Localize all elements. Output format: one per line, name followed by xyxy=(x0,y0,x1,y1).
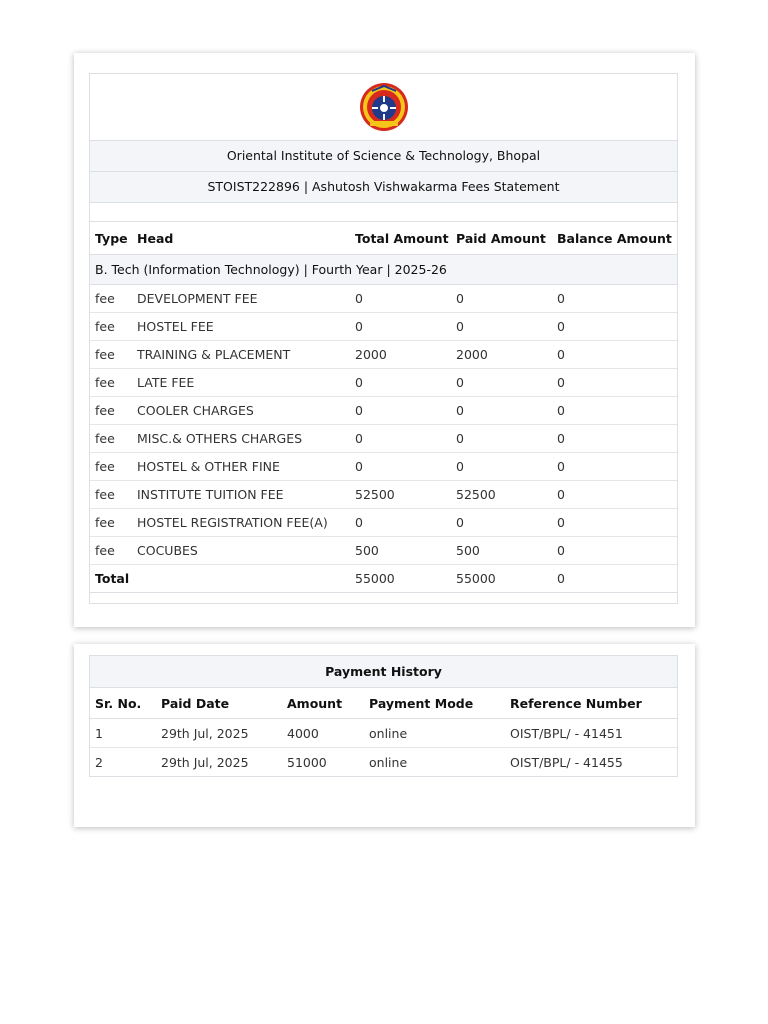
payment-header-row xyxy=(90,688,677,719)
fee-balance-cell: 0 xyxy=(552,453,677,481)
fee-balance-cell: 0 xyxy=(552,397,677,425)
fee-paid-cell: 0 xyxy=(451,397,552,425)
fee-balance-cell: 0 xyxy=(552,285,677,313)
payment-reference-cell: OIST/BPL/ - 41455 xyxy=(510,754,623,770)
fee-balance-cell: 0 xyxy=(552,313,677,341)
fee-type-cell: fee xyxy=(90,509,132,537)
payment-reference-cell: OIST/BPL/ - 41451 xyxy=(505,719,677,748)
col-header-total: Total Amount xyxy=(350,222,451,255)
fee-paid-cell: 500 xyxy=(451,537,552,565)
fee-total-cell: 0 xyxy=(350,397,451,425)
payment-amount-cell: 51000 xyxy=(287,754,327,770)
fee-row xyxy=(90,369,677,397)
institute-crest-icon xyxy=(358,81,410,133)
fee-row xyxy=(90,313,677,341)
fee-statement-card xyxy=(74,53,695,627)
fee-statement-frame xyxy=(89,73,678,604)
total-row xyxy=(90,565,677,593)
fee-type-cell: fee xyxy=(90,369,132,397)
fee-balance-cell: 0 xyxy=(552,481,677,509)
fee-head-cell: COCUBES xyxy=(132,537,350,565)
total-empty xyxy=(132,565,350,593)
statement-title: STOIST222896 | Ashutosh Vishwakarma Fees Statement xyxy=(90,172,677,203)
payment-row xyxy=(90,719,677,748)
fee-type-cell: fee xyxy=(90,313,132,341)
col-header-amount: Amount xyxy=(282,688,364,719)
fee-balance-cell: 0 xyxy=(552,369,677,397)
col-header-sr: Sr. No. xyxy=(90,688,156,719)
fee-head-cell: HOSTEL FEE xyxy=(132,313,350,341)
course-info-row xyxy=(90,255,677,285)
fee-type-cell: fee xyxy=(90,341,132,369)
col-header-mode: Payment Mode xyxy=(364,688,505,719)
fee-balance-cell: 0 xyxy=(552,425,677,453)
fee-head-cell: TRAINING & PLACEMENT xyxy=(132,341,350,369)
fee-balance-cell: 0 xyxy=(552,341,677,369)
payment-row xyxy=(90,748,677,777)
fee-row xyxy=(90,425,677,453)
payment-history-frame xyxy=(89,655,678,777)
spacer xyxy=(90,203,677,222)
institute-name: Oriental Institute of Science & Technology, Bhopal xyxy=(90,141,677,172)
total-balance: 0 xyxy=(552,565,677,593)
fee-head-cell: HOSTEL REGISTRATION FEE(A) xyxy=(132,509,350,537)
payment-history-title: Payment History xyxy=(90,656,677,688)
fee-type-cell: fee xyxy=(90,453,132,481)
course-info: B. Tech (Information Technology) | Fourth Year | 2025-26 xyxy=(90,255,677,285)
col-header-reference: Reference Number xyxy=(505,688,677,719)
fee-paid-cell: 0 xyxy=(451,453,552,481)
fee-row xyxy=(90,509,677,537)
fee-type-cell: fee xyxy=(90,425,132,453)
payment-amount-cell: 4000 xyxy=(282,719,364,748)
fee-head-cell: INSTITUTE TUITION FEE xyxy=(132,481,350,509)
fee-total-cell: 0 xyxy=(350,509,451,537)
fee-head-cell: COOLER CHARGES xyxy=(132,397,350,425)
fee-paid-cell: 0 xyxy=(451,369,552,397)
fee-paid-cell: 52500 xyxy=(451,481,552,509)
payment-sr-cell: 2 xyxy=(95,754,103,770)
fee-row xyxy=(90,481,677,509)
payment-date-cell: 29th Jul, 2025 xyxy=(156,719,282,748)
fee-total-cell: 0 xyxy=(350,313,451,341)
fee-paid-cell: 0 xyxy=(451,425,552,453)
payment-date-cell: 29th Jul, 2025 xyxy=(161,754,249,770)
fee-row xyxy=(90,397,677,425)
fee-total-cell: 0 xyxy=(350,453,451,481)
col-header-paid: Paid Amount xyxy=(451,222,552,255)
fee-header-row xyxy=(90,222,677,255)
fee-paid-cell: 0 xyxy=(451,313,552,341)
total-amount: 55000 xyxy=(350,565,451,593)
col-header-type: Type xyxy=(90,222,132,255)
fee-type-cell: fee xyxy=(90,285,132,313)
fee-total-cell: 0 xyxy=(350,425,451,453)
fee-head-cell: HOSTEL & OTHER FINE xyxy=(132,453,350,481)
payment-mode-cell: online xyxy=(369,754,408,770)
fee-total-cell: 0 xyxy=(350,285,451,313)
fee-total-cell: 52500 xyxy=(350,481,451,509)
payment-mode-cell: online xyxy=(364,719,505,748)
fee-table xyxy=(90,222,677,593)
fee-balance-cell: 0 xyxy=(552,537,677,565)
total-paid: 55000 xyxy=(451,565,552,593)
fee-row xyxy=(90,537,677,565)
payment-table xyxy=(90,688,677,776)
total-label: Total xyxy=(90,565,132,593)
col-header-date: Paid Date xyxy=(156,688,282,719)
fee-total-cell: 2000 xyxy=(350,341,451,369)
fee-head-cell: MISC.& OTHERS CHARGES xyxy=(132,425,350,453)
fee-total-cell: 0 xyxy=(350,369,451,397)
fee-type-cell: fee xyxy=(90,397,132,425)
col-header-head: Head xyxy=(132,222,350,255)
fee-type-cell: fee xyxy=(90,537,132,565)
col-header-balance: Balance Amount xyxy=(552,222,677,255)
fee-head-cell: LATE FEE xyxy=(132,369,350,397)
fee-row xyxy=(90,341,677,369)
payment-sr-cell: 1 xyxy=(90,719,156,748)
fee-total-cell: 500 xyxy=(350,537,451,565)
fee-type-cell: fee xyxy=(90,481,132,509)
fee-row xyxy=(90,285,677,313)
fee-balance-cell: 0 xyxy=(552,509,677,537)
fee-paid-cell: 0 xyxy=(451,509,552,537)
logo-row xyxy=(90,74,677,141)
fee-paid-cell: 0 xyxy=(451,285,552,313)
fee-row xyxy=(90,453,677,481)
fee-head-cell: DEVELOPMENT FEE xyxy=(132,285,350,313)
payment-history-card xyxy=(74,644,695,827)
fee-paid-cell: 2000 xyxy=(451,341,552,369)
